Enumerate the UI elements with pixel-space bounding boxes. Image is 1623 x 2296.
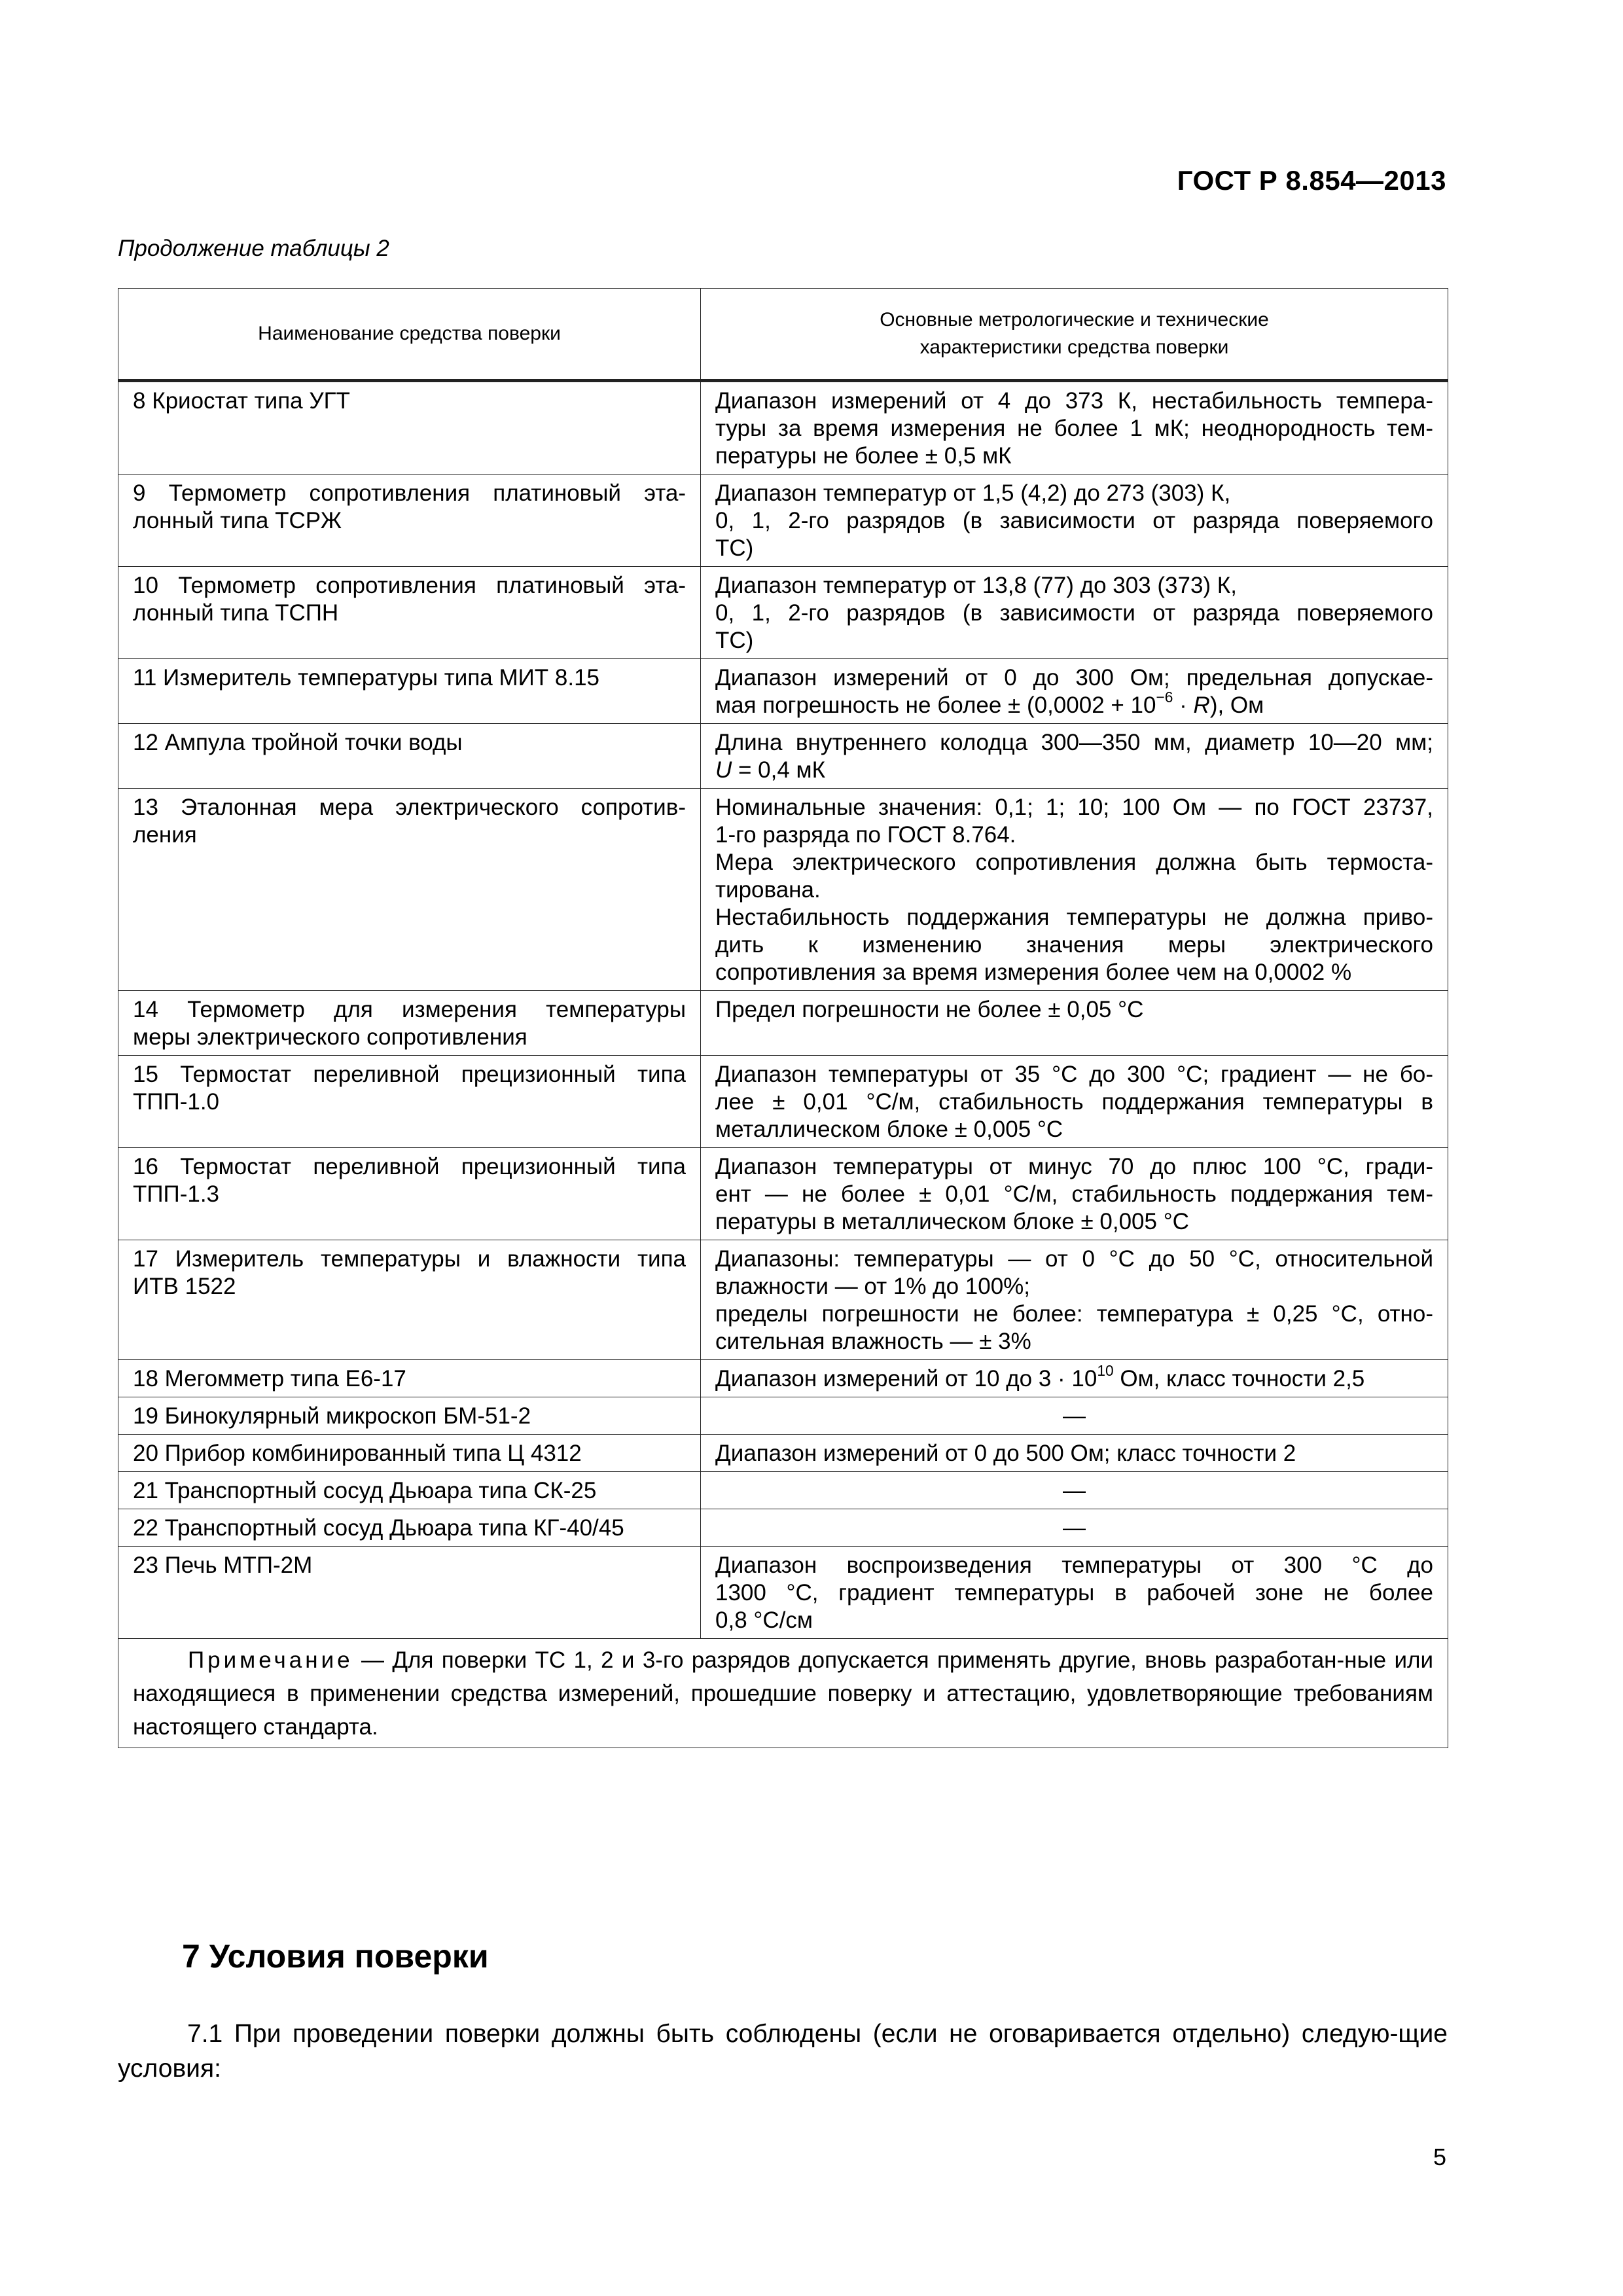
table-row [118,1472,1448,1509]
tool-name-cell [118,659,701,724]
spec-dash: — [1063,1403,1086,1429]
spec-line [715,1362,1433,1393]
spec-line: туры за время измерения не более 1 мК; неоднородность тем- [715,416,1433,441]
table-header-row [118,289,1448,381]
tool-name: 15 Термостат переливной прецизионный типа [133,1062,686,1087]
tool-spec-cell [701,1056,1448,1148]
tool-name-cell [118,567,701,659]
note-text: — Для поверки ТС 1, 2 и 3-го разрядов допускается применять другие, вновь разработан-ные или находящиеся в применении средства измерений, прошедшие поверку и аттестацию, удовлетворяющие требованиям настоящего стандарта. [133,1647,1433,1740]
exponent: 10 [1097,1362,1114,1380]
tool-name: 18 Мегомметр типа Е6-17 [133,1366,406,1391]
tool-spec-cell [701,1435,1448,1472]
spec-line: Диапазон измерений от 0 до 300 Ом; предельная допускае- [715,665,1433,691]
section-paragraph: 7.1 При проведении поверки должны быть соблюдены (если не оговаривается отдельно) следую-щие условия: [118,2020,1448,2083]
tool-spec-cell [701,1509,1448,1547]
tool-name: 9 Термометр сопротивления платиновый эта- [133,480,686,506]
column-header-characteristics [701,289,1448,381]
spec-line: сительная влажность — ± 3% [715,1329,1031,1354]
spec-line: Диапазоны: температуры — от 0 °С до 50 °С, относительной [715,1246,1433,1272]
table-row [118,1547,1448,1639]
table-row [118,567,1448,659]
tool-spec-cell [701,381,1448,475]
tool-name: лонный типа ТСПН [133,600,339,626]
table-note-row [118,1639,1448,1748]
tool-spec-cell [701,991,1448,1056]
tool-spec-cell [701,789,1448,991]
spec-line: 0,8 °С/см [715,1607,813,1633]
spec-line: 0, 1, 2-го разрядов (в зависимости от разряда поверяемого [715,600,1433,626]
tool-name-cell [118,1472,701,1509]
spec-line: металлическом блоке ± 0,005 °С [715,1117,1063,1142]
spec-line: ТС) [715,535,754,561]
spec-line: Нестабильность поддержания температуры не должна приво- [715,905,1433,930]
table-row [118,1509,1448,1547]
table-row [118,1435,1448,1472]
tool-spec-cell [701,1360,1448,1397]
spec-dash: — [1063,1515,1086,1541]
spec-line [715,689,1433,719]
tool-spec-cell [701,1397,1448,1435]
tool-spec-cell [701,567,1448,659]
tool-name-cell [118,1435,701,1472]
spec-line: Диапазон температуры от 35 °С до 300 °С; градиент — не бо- [715,1062,1433,1087]
note-label: Примечание [188,1647,353,1673]
table-row [118,1056,1448,1148]
column-header-line: характеристики средства поверки [919,336,1229,358]
variable-symbol: U [715,757,732,783]
spec-line: Номинальные значения: 0,1; 1; 10; 100 Ом — по ГОСТ 23737, [715,795,1433,820]
tool-name-cell [118,1397,701,1435]
spec-line: 1-го разряда по ГОСТ 8.764. [715,822,1016,848]
spec-line: Диапазон температур от 13,8 (77) до 303 (373) К, [715,573,1237,598]
tool-spec-cell [701,659,1448,724]
document-id: ГОСТ Р 8.854—2013 [1177,165,1446,196]
spec-line: Диапазон температур от 1,5 (4,2) до 273 (303) К, [715,480,1231,506]
tool-name-cell [118,724,701,789]
tool-name-cell [118,1056,701,1148]
table-row [118,1397,1448,1435]
tool-spec-cell [701,475,1448,567]
spec-line: Диапазон измерений от 4 до 373 К, нестабильность темпера- [715,388,1433,414]
spec-dash: — [1063,1478,1086,1503]
tool-name: 16 Термостат переливной прецизионный типа [133,1154,686,1179]
tool-name-cell [118,1547,701,1639]
tool-name: 14 Термометр для измерения температуры [133,997,686,1022]
tool-name: 22 Транспортный сосуд Дьюара типа КГ-40/45 [133,1515,624,1541]
spec-line: 0, 1, 2-го разрядов (в зависимости от разряда поверяемого [715,508,1433,533]
column-header-line: Основные метрологические и технические [880,309,1269,331]
spec-line: 1300 °С, градиент температуры в рабочей зоне не более [715,1580,1433,1605]
spec-line: Мера электрического сопротивления должна быть термоста- [715,850,1433,875]
spec-text: = 0,4 мК [732,757,825,783]
spec-line: ТС) [715,628,754,653]
tool-name: ТПП-1.0 [133,1089,220,1115]
tool-name: 13 Эталонная мера электрического сопротив- [133,795,686,820]
tool-name: 17 Измеритель температуры и влажности типа [133,1246,686,1272]
spec-line: Предел погрешности не более ± 0,05 °С [715,997,1144,1022]
spec-line: Диапазон температуры от минус 70 до плюс 100 °С, гради- [715,1154,1433,1179]
spec-line [715,757,1433,784]
page-number: 5 [1433,2144,1446,2170]
verification-tools-table [118,288,1448,1748]
tool-name: 23 Печь МТП-2М [133,1552,313,1578]
tool-name: 8 Криостат типа УГТ [133,388,350,414]
section-title: 7 Условия поверки [182,1938,489,1975]
table-row [118,724,1448,789]
spec-text: мая погрешность не более ± (0,0002 + 10 [715,692,1156,718]
column-header-name: Наименование средства поверки [118,289,701,381]
spec-text: ), Ом [1209,692,1264,718]
table-row [118,1360,1448,1397]
spec-text: Ом, класс точности 2,5 [1113,1366,1365,1391]
tool-name-cell [118,1240,701,1360]
table-row [118,991,1448,1056]
tool-name: лонный типа ТСРЖ [133,508,342,533]
tool-name: 10 Термометр сопротивления платиновый эта- [133,573,686,598]
spec-line: Диапазон воспроизведения температуры от 300 °С до [715,1552,1433,1578]
table-note [118,1639,1448,1748]
tool-name-cell [118,1509,701,1547]
spec-line: пературы не более ± 0,5 мК [715,443,1012,469]
tool-name-cell [118,475,701,567]
spec-line: пределы погрешности не более: температура ± 0,25 °С, отно- [715,1301,1433,1327]
tool-name: меры электрического сопротивления [133,1024,527,1050]
spec-line: Длина внутреннего колодца 300—350 мм, диаметр 10—20 мм; [715,730,1433,755]
table-row [118,475,1448,567]
spec-line: Диапазон измерений от 0 до 500 Ом; класс точности 2 [715,1441,1296,1466]
tool-spec-cell [701,1240,1448,1360]
spec-line: дить к изменению значения меры электрического [715,932,1433,958]
table-row [118,789,1448,991]
tool-name-cell [118,1360,701,1397]
tool-name: 19 Бинокулярный микроскоп БМ-51-2 [133,1403,531,1429]
table-row [118,381,1448,475]
tool-spec-cell [701,1547,1448,1639]
spec-text: · [1173,692,1194,718]
spec-line: ент — не более ± 0,01 °С/м, стабильность поддержания тем- [715,1181,1433,1207]
spec-line: влажности — от 1% до 100%; [715,1274,1031,1299]
tool-name-cell [118,991,701,1056]
spec-line: тирована. [715,877,821,903]
table-row [118,1240,1448,1360]
spec-line: пературы в металлическом блоке ± 0,005 °С [715,1209,1189,1234]
table-row [118,659,1448,724]
tool-name: 21 Транспортный сосуд Дьюара типа СК-25 [133,1478,597,1503]
table-caption: Продолжение таблицы 2 [118,236,389,261]
exponent: −6 [1156,689,1173,706]
variable-symbol: R [1193,692,1210,718]
spec-line: сопротивления за время измерения более чем на 0,0002 % [715,960,1352,985]
tool-name-cell [118,789,701,991]
tool-spec-cell [701,724,1448,789]
tool-name: 20 Прибор комбинированный типа Ц 4312 [133,1441,582,1466]
spec-text: Диапазон измерений от 10 до 3 · 10 [715,1366,1097,1391]
spec-line: лее ± 0,01 °С/м, стабильность поддержания температуры в [715,1089,1433,1115]
tool-spec-cell [701,1472,1448,1509]
table-row [118,1148,1448,1240]
tool-name: ления [133,822,197,848]
tool-name: ИТВ 1522 [133,1274,236,1299]
tool-name: ТПП-1.3 [133,1181,220,1207]
tool-name-cell [118,381,701,475]
tool-name: 12 Ампула тройной точки воды [133,730,463,755]
tool-name: 11 Измеритель температуры типа МИТ 8.15 [133,665,600,691]
tool-name-cell [118,1148,701,1240]
tool-spec-cell [701,1148,1448,1240]
